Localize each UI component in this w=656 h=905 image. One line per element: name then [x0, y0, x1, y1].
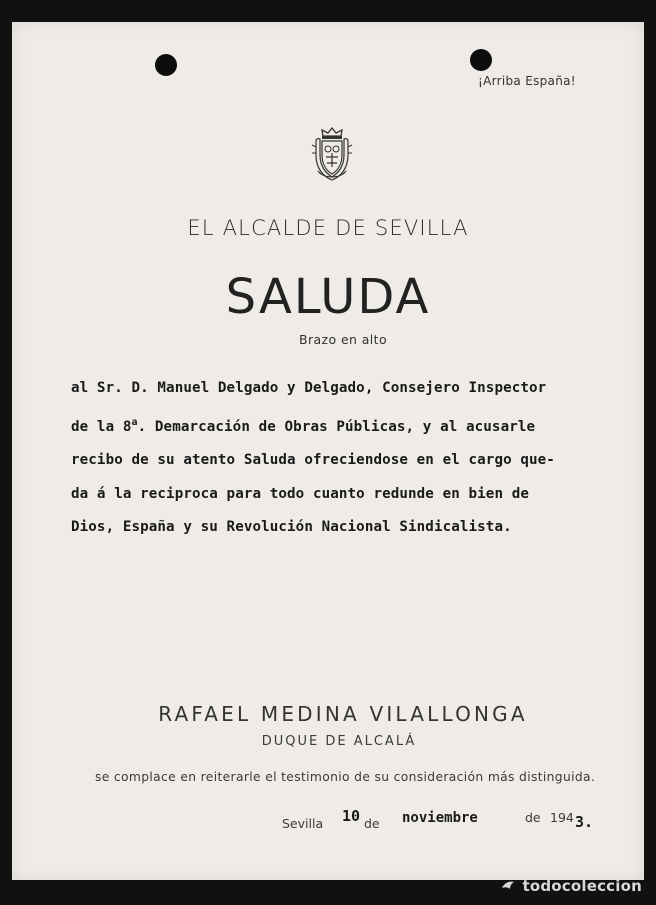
message-body: [71, 372, 641, 545]
date-preposition: de: [364, 816, 380, 831]
body-line-end: . Demarcación de Obras Públicas, y al acusarle: [137, 418, 536, 435]
document-title: SALUDA: [225, 269, 431, 325]
date-year-prefix: 194: [550, 810, 574, 825]
issuer-heading: EL ALCALDE DE SEVILLA: [187, 216, 469, 240]
dateline: [12, 807, 644, 837]
bird-logo-icon: [500, 878, 516, 894]
punch-hole-right: [470, 49, 492, 71]
date-day: 10: [342, 807, 361, 825]
watermark: [500, 877, 642, 895]
coat-of-arms-icon: [308, 125, 356, 181]
body-line: da á la reciproca para todo cuanto redunde en bien de: [71, 485, 530, 502]
date-year-digit: 3.: [575, 813, 594, 831]
date-preposition: de: [525, 810, 541, 825]
ordinal-superscript: a: [131, 416, 138, 428]
body-line: recibo de su atento Saluda ofreciendose en el cargo que-: [71, 452, 555, 468]
punch-hole-left: [155, 54, 177, 76]
body-line: al Sr. D. Manuel Delgado y Delgado, Consejero Inspector: [71, 380, 547, 396]
document-paper: [12, 22, 644, 880]
signer-name: RAFAEL MEDINA VILALLONGA: [158, 702, 528, 726]
watermark-text: todocoleccion: [522, 877, 642, 895]
document-subtitle: Brazo en alto: [298, 332, 388, 347]
body-line: Dios, España y su Revolución Nacional Sindicalista.: [71, 519, 512, 535]
body-line: [71, 406, 641, 445]
closing-text: se complace en reiterarle el testimonio de su consideración más distinguida.: [95, 770, 596, 784]
body-line-start: de la 8: [71, 418, 132, 435]
date-month: noviembre: [402, 810, 478, 826]
date-city: Sevilla: [282, 816, 324, 831]
motto: ¡Arriba España!: [478, 74, 576, 88]
signer-title: DUQUE DE ALCALÁ: [261, 734, 417, 749]
